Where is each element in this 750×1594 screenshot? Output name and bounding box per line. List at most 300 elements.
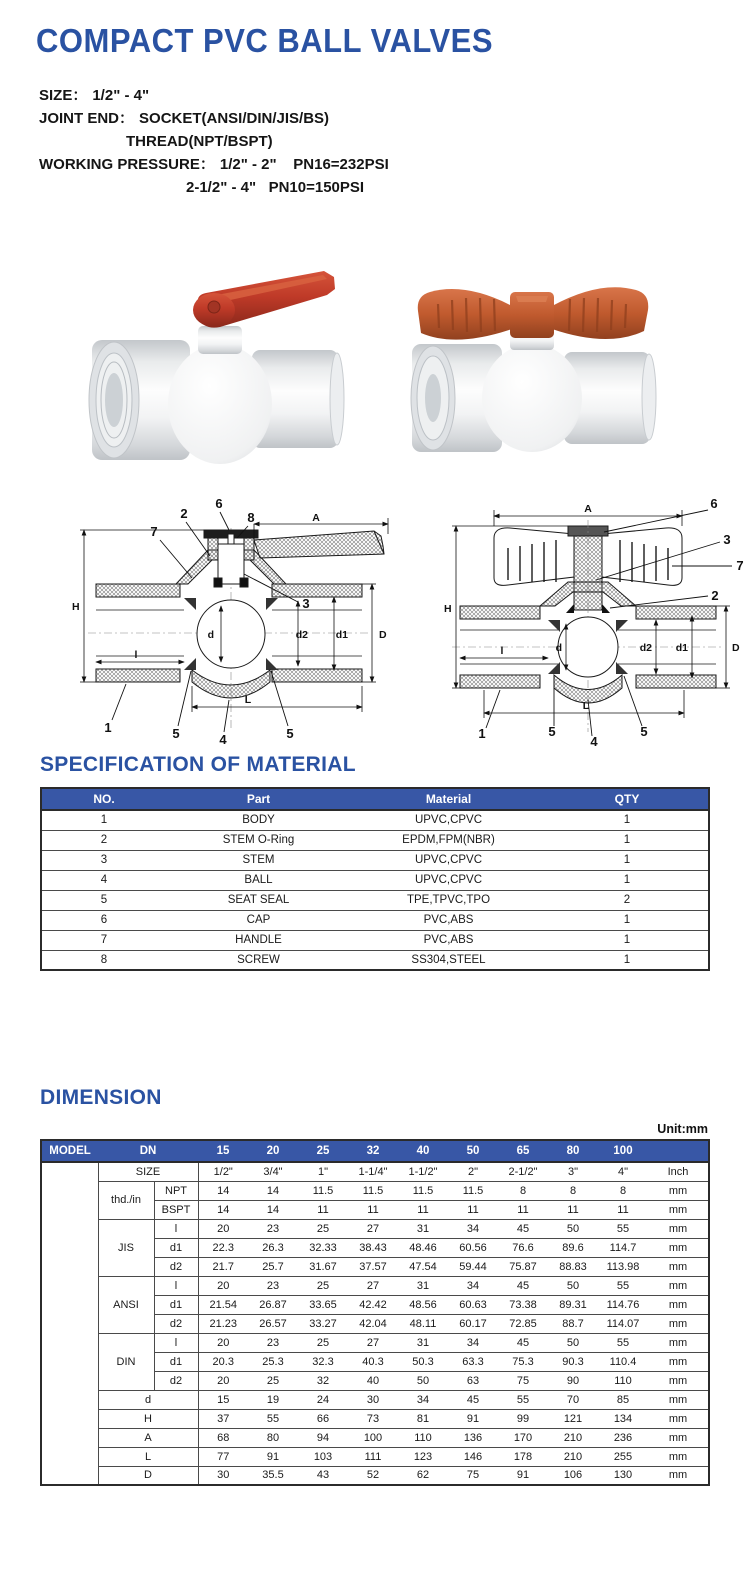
dim-value-cell: 1" bbox=[298, 1162, 348, 1181]
dim-col-header: 32 bbox=[348, 1140, 398, 1162]
dim-col-header: 25 bbox=[298, 1140, 348, 1162]
dim-value-cell: 80 bbox=[248, 1428, 298, 1447]
callout-4: 4 bbox=[219, 732, 227, 747]
unit-cell: mm bbox=[648, 1466, 709, 1485]
spec-cell: SS304,STEEL bbox=[351, 950, 546, 970]
row-sublabel: d2 bbox=[154, 1257, 198, 1276]
dim-value-cell: 75 bbox=[498, 1371, 548, 1390]
row-group-label: ANSI bbox=[98, 1276, 154, 1333]
dim-col-header: 100 bbox=[598, 1140, 648, 1162]
dim-value-cell: 14 bbox=[248, 1200, 298, 1219]
dim-value-cell: 24 bbox=[298, 1390, 348, 1409]
dim-label-D: D bbox=[732, 642, 740, 654]
spec-cell: 1 bbox=[41, 810, 166, 830]
dim-value-cell: 210 bbox=[548, 1428, 598, 1447]
table-header-row bbox=[41, 1140, 709, 1162]
dim-value-cell: 8 bbox=[548, 1181, 598, 1200]
dim-value-cell: 178 bbox=[498, 1447, 548, 1466]
dim-value-cell: 50 bbox=[548, 1219, 598, 1238]
dim-value-cell: 70 bbox=[548, 1390, 598, 1409]
dim-label-d: d bbox=[207, 629, 214, 641]
section-heading-dimension: DIMENSION bbox=[40, 1086, 162, 1109]
dim-value-cell: 2-1/2" bbox=[498, 1162, 548, 1181]
callout-5b: 5 bbox=[286, 726, 294, 741]
unit-cell: mm bbox=[648, 1409, 709, 1428]
dim-label-d2: d2 bbox=[639, 642, 652, 654]
spec-value: THREAD(NPT/BSPT) bbox=[126, 133, 273, 150]
spec-cell: 8 bbox=[41, 950, 166, 970]
spec-cell: 7 bbox=[41, 930, 166, 950]
product-specs-text bbox=[39, 84, 389, 199]
dim-value-cell: 60.17 bbox=[448, 1314, 498, 1333]
model-cell bbox=[41, 1162, 98, 1485]
dim-value-cell: 11 bbox=[498, 1200, 548, 1219]
dim-value-cell: 75.87 bbox=[498, 1257, 548, 1276]
spec-col-header: Material bbox=[351, 788, 546, 810]
table-row bbox=[41, 890, 709, 910]
spec-cell: STEM O-Ring bbox=[166, 830, 351, 850]
dim-value-cell: 40.3 bbox=[348, 1352, 398, 1371]
dim-value-cell: 88.83 bbox=[548, 1257, 598, 1276]
spec-label: WORKING PRESSURE： bbox=[39, 156, 215, 173]
unit-cell: mm bbox=[648, 1352, 709, 1371]
spec-cell: CAP bbox=[166, 910, 351, 930]
dim-value-cell: 27 bbox=[348, 1333, 398, 1352]
dim-value-cell: 34 bbox=[398, 1390, 448, 1409]
unit-cell: mm bbox=[648, 1238, 709, 1257]
spec-cell: UPVC,CPVC bbox=[351, 870, 546, 890]
dim-value-cell: 37.57 bbox=[348, 1257, 398, 1276]
dim-value-cell: 123 bbox=[398, 1447, 448, 1466]
spec-cell: 1 bbox=[546, 910, 709, 930]
spec-cell: BALL bbox=[166, 870, 351, 890]
spec-label: SIZE： bbox=[39, 87, 88, 104]
table-row bbox=[41, 1447, 709, 1466]
dim-value-cell: 114.76 bbox=[598, 1295, 648, 1314]
dim-value-cell: 55 bbox=[598, 1219, 648, 1238]
lever-valve-drawing bbox=[58, 494, 400, 748]
dim-value-cell: 26.3 bbox=[248, 1238, 298, 1257]
dim-value-cell: 170 bbox=[498, 1428, 548, 1447]
callout-7: 7 bbox=[736, 558, 744, 573]
dim-value-cell: 21.23 bbox=[198, 1314, 248, 1333]
spec-col-header: NO. bbox=[41, 788, 166, 810]
dim-value-cell: 37 bbox=[198, 1409, 248, 1428]
spec-col-header: QTY bbox=[546, 788, 709, 810]
dim-value-cell: 75 bbox=[448, 1466, 498, 1485]
dim-value-cell: 20 bbox=[198, 1371, 248, 1390]
spec-cell: UPVC,CPVC bbox=[351, 850, 546, 870]
dim-value-cell: 45 bbox=[498, 1276, 548, 1295]
spec-value: 2-1/2" - 4" PN10=150PSI bbox=[186, 179, 365, 196]
dim-value-cell: 30 bbox=[198, 1466, 248, 1485]
dim-value-cell: 25.3 bbox=[248, 1352, 298, 1371]
dim-value-cell: 110.4 bbox=[598, 1352, 648, 1371]
spec-cell: 1 bbox=[546, 930, 709, 950]
dim-value-cell: 91 bbox=[498, 1466, 548, 1485]
specification-table bbox=[40, 787, 710, 971]
dim-value-cell: 75.3 bbox=[498, 1352, 548, 1371]
dim-value-cell: 1-1/2" bbox=[398, 1162, 448, 1181]
table-row bbox=[41, 1409, 709, 1428]
spec-value: SOCKET(ANSI/DIN/JIS/BS) bbox=[139, 110, 330, 127]
dim-value-cell: 3/4" bbox=[248, 1162, 298, 1181]
spec-cell: 2 bbox=[41, 830, 166, 850]
table-header-row bbox=[41, 788, 709, 810]
dim-label-d1: d1 bbox=[675, 642, 688, 654]
spec-cell: 4 bbox=[41, 870, 166, 890]
dim-value-cell: 55 bbox=[248, 1409, 298, 1428]
spec-cell: 1 bbox=[546, 810, 709, 830]
dim-value-cell: 22.3 bbox=[198, 1238, 248, 1257]
dim-value-cell: 103 bbox=[298, 1447, 348, 1466]
dim-label-d: d bbox=[555, 642, 562, 654]
spec-cell: 1 bbox=[546, 870, 709, 890]
dim-value-cell: 114.7 bbox=[598, 1238, 648, 1257]
dim-value-cell: 31 bbox=[398, 1333, 448, 1352]
dim-value-cell: 11 bbox=[298, 1200, 348, 1219]
dim-value-cell: 63 bbox=[448, 1371, 498, 1390]
dim-value-cell: 3" bbox=[548, 1162, 598, 1181]
dim-value-cell: 11.5 bbox=[348, 1181, 398, 1200]
dim-value-cell: 4" bbox=[598, 1162, 648, 1181]
dim-value-cell: 136 bbox=[448, 1428, 498, 1447]
row-group-label: JIS bbox=[98, 1219, 154, 1276]
dim-value-cell: 25 bbox=[298, 1219, 348, 1238]
dim-value-cell: 121 bbox=[548, 1409, 598, 1428]
dim-value-cell: 48.11 bbox=[398, 1314, 448, 1333]
dim-value-cell: 111 bbox=[348, 1447, 398, 1466]
callout-6: 6 bbox=[215, 496, 223, 511]
dim-label-L: L bbox=[244, 694, 252, 706]
dim-value-cell: 77 bbox=[198, 1447, 248, 1466]
spec-line-thread bbox=[39, 130, 389, 153]
dim-value-cell: 106 bbox=[548, 1466, 598, 1485]
unit-cell: mm bbox=[648, 1219, 709, 1238]
dim-label-H: H bbox=[72, 601, 80, 613]
row-label: SIZE bbox=[98, 1162, 198, 1181]
row-label: D bbox=[98, 1466, 198, 1485]
dim-value-cell: 20 bbox=[198, 1276, 248, 1295]
dim-value-cell: 31.67 bbox=[298, 1257, 348, 1276]
dim-value-cell: 30 bbox=[348, 1390, 398, 1409]
dim-value-cell: 26.87 bbox=[248, 1295, 298, 1314]
dim-value-cell: 2" bbox=[448, 1162, 498, 1181]
butterfly-valve-image bbox=[408, 266, 660, 474]
dim-value-cell: 110 bbox=[598, 1371, 648, 1390]
spec-cell: 3 bbox=[41, 850, 166, 870]
dim-value-cell: 11 bbox=[598, 1200, 648, 1219]
dim-value-cell: 43 bbox=[298, 1466, 348, 1485]
callout-2: 2 bbox=[711, 588, 719, 603]
dim-col-header bbox=[648, 1140, 709, 1162]
dim-label-L: L bbox=[582, 700, 590, 712]
table-row bbox=[41, 930, 709, 950]
callout-1: 1 bbox=[104, 720, 112, 735]
dim-value-cell: 99 bbox=[498, 1409, 548, 1428]
dim-value-cell: 23 bbox=[248, 1333, 298, 1352]
table-row bbox=[41, 1466, 709, 1485]
dim-label-A: A bbox=[312, 512, 320, 524]
butterfly-valve-drawing bbox=[424, 492, 750, 750]
spec-cell: EPDM,FPM(NBR) bbox=[351, 830, 546, 850]
dim-value-cell: 33.27 bbox=[298, 1314, 348, 1333]
spec-cell: 5 bbox=[41, 890, 166, 910]
dim-value-cell: 1-1/4" bbox=[348, 1162, 398, 1181]
dim-value-cell: 94 bbox=[298, 1428, 348, 1447]
unit-cell: mm bbox=[648, 1200, 709, 1219]
dim-value-cell: 52 bbox=[348, 1466, 398, 1485]
dim-value-cell: 25 bbox=[248, 1371, 298, 1390]
callout-2: 2 bbox=[180, 506, 188, 521]
dim-label-l: l bbox=[500, 645, 504, 657]
callout-7: 7 bbox=[150, 524, 158, 539]
dim-value-cell: 11.5 bbox=[448, 1181, 498, 1200]
dim-value-cell: 66 bbox=[298, 1409, 348, 1428]
dim-value-cell: 50 bbox=[548, 1276, 598, 1295]
dim-value-cell: 25.7 bbox=[248, 1257, 298, 1276]
dim-value-cell: 146 bbox=[448, 1447, 498, 1466]
dim-value-cell: 19 bbox=[248, 1390, 298, 1409]
callout-3: 3 bbox=[723, 532, 731, 547]
dim-value-cell: 15 bbox=[198, 1390, 248, 1409]
dim-value-cell: 48.46 bbox=[398, 1238, 448, 1257]
spec-cell: 6 bbox=[41, 910, 166, 930]
dim-value-cell: 34 bbox=[448, 1276, 498, 1295]
dim-value-cell: 210 bbox=[548, 1447, 598, 1466]
dimension-table-head bbox=[41, 1140, 709, 1162]
dim-value-cell: 11 bbox=[398, 1200, 448, 1219]
dim-value-cell: 14 bbox=[198, 1200, 248, 1219]
spec-col-header: Part bbox=[166, 788, 351, 810]
dim-value-cell: 90.3 bbox=[548, 1352, 598, 1371]
dim-label-d1: d1 bbox=[335, 629, 348, 641]
dim-label-d2: d2 bbox=[295, 629, 308, 641]
spec-line-size bbox=[39, 84, 389, 107]
row-sublabel: BSPT bbox=[154, 1200, 198, 1219]
dim-value-cell: 76.6 bbox=[498, 1238, 548, 1257]
spec-cell: SEAT SEAL bbox=[166, 890, 351, 910]
dim-value-cell: 33.65 bbox=[298, 1295, 348, 1314]
dim-value-cell: 35.5 bbox=[248, 1466, 298, 1485]
dim-value-cell: 100 bbox=[348, 1428, 398, 1447]
dim-value-cell: 85 bbox=[598, 1390, 648, 1409]
unit-cell: mm bbox=[648, 1181, 709, 1200]
dim-value-cell: 42.42 bbox=[348, 1295, 398, 1314]
table-row bbox=[41, 1162, 709, 1181]
dim-col-header: 15 bbox=[198, 1140, 248, 1162]
row-label: d bbox=[98, 1390, 198, 1409]
spec-cell: UPVC,CPVC bbox=[351, 810, 546, 830]
row-label: A bbox=[98, 1428, 198, 1447]
callout-5a: 5 bbox=[172, 726, 180, 741]
dim-value-cell: 60.56 bbox=[448, 1238, 498, 1257]
row-sublabel: d1 bbox=[154, 1295, 198, 1314]
dim-value-cell: 14 bbox=[248, 1181, 298, 1200]
dim-value-cell: 91 bbox=[248, 1447, 298, 1466]
dim-value-cell: 14 bbox=[198, 1181, 248, 1200]
dim-value-cell: 25 bbox=[298, 1276, 348, 1295]
section-heading-specification: SPECIFICATION OF MATERIAL bbox=[40, 753, 356, 776]
dim-value-cell: 236 bbox=[598, 1428, 648, 1447]
unit-cell: mm bbox=[648, 1314, 709, 1333]
unit-cell: mm bbox=[648, 1276, 709, 1295]
dim-value-cell: 11 bbox=[448, 1200, 498, 1219]
spec-line-pressure-1 bbox=[39, 153, 389, 176]
dim-value-cell: 11 bbox=[548, 1200, 598, 1219]
spec-cell: 1 bbox=[546, 830, 709, 850]
table-row bbox=[41, 830, 709, 850]
dim-value-cell: 25 bbox=[298, 1333, 348, 1352]
row-label: H bbox=[98, 1409, 198, 1428]
dim-value-cell: 20 bbox=[198, 1219, 248, 1238]
row-sublabel: d2 bbox=[154, 1371, 198, 1390]
dim-value-cell: 11.5 bbox=[398, 1181, 448, 1200]
specification-table-body bbox=[41, 810, 709, 970]
dim-value-cell: 21.54 bbox=[198, 1295, 248, 1314]
dim-label-D: D bbox=[379, 629, 387, 641]
row-group-label: thd./in bbox=[98, 1181, 154, 1219]
spec-value: 1/2" - 4" bbox=[92, 87, 150, 104]
dim-value-cell: 20.3 bbox=[198, 1352, 248, 1371]
dim-value-cell: 73 bbox=[348, 1409, 398, 1428]
dim-value-cell: 59.44 bbox=[448, 1257, 498, 1276]
table-row bbox=[41, 1219, 709, 1238]
dim-value-cell: 91 bbox=[448, 1409, 498, 1428]
dim-value-cell: 45 bbox=[498, 1219, 548, 1238]
callout-1: 1 bbox=[478, 726, 486, 741]
unit-cell: mm bbox=[648, 1257, 709, 1276]
dim-col-header: DN bbox=[98, 1140, 198, 1162]
table-row bbox=[41, 1276, 709, 1295]
dim-value-cell: 48.56 bbox=[398, 1295, 448, 1314]
spec-cell: BODY bbox=[166, 810, 351, 830]
dim-value-cell: 27 bbox=[348, 1276, 398, 1295]
dim-value-cell: 23 bbox=[248, 1219, 298, 1238]
dim-value-cell: 89.31 bbox=[548, 1295, 598, 1314]
dim-value-cell: 55 bbox=[498, 1390, 548, 1409]
table-row bbox=[41, 910, 709, 930]
callout-3: 3 bbox=[302, 596, 310, 611]
unit-note: Unit:mm bbox=[657, 1122, 708, 1136]
dim-value-cell: 45 bbox=[498, 1333, 548, 1352]
dim-value-cell: 40 bbox=[348, 1371, 398, 1390]
dim-value-cell: 8 bbox=[598, 1181, 648, 1200]
spec-value: 1/2" - 2" PN16=232PSI bbox=[219, 156, 389, 173]
row-sublabel: l bbox=[154, 1276, 198, 1295]
specification-table-head bbox=[41, 788, 709, 810]
table-row bbox=[41, 1181, 709, 1200]
spec-cell: 2 bbox=[546, 890, 709, 910]
dim-value-cell: 72.85 bbox=[498, 1314, 548, 1333]
spec-cell: STEM bbox=[166, 850, 351, 870]
dim-value-cell: 20 bbox=[198, 1333, 248, 1352]
dim-value-cell: 60.63 bbox=[448, 1295, 498, 1314]
table-row bbox=[41, 950, 709, 970]
dim-value-cell: 32.33 bbox=[298, 1238, 348, 1257]
dim-value-cell: 90 bbox=[548, 1371, 598, 1390]
callout-5a: 5 bbox=[548, 724, 556, 739]
dim-value-cell: 114.07 bbox=[598, 1314, 648, 1333]
dim-col-header: 20 bbox=[248, 1140, 298, 1162]
unit-cell: mm bbox=[648, 1371, 709, 1390]
callout-8: 8 bbox=[247, 510, 255, 525]
dim-col-header: 65 bbox=[498, 1140, 548, 1162]
dim-value-cell: 50 bbox=[548, 1333, 598, 1352]
row-sublabel: l bbox=[154, 1333, 198, 1352]
product-photo-butterfly-valve bbox=[408, 266, 660, 479]
dim-label-A: A bbox=[584, 503, 592, 515]
spec-cell: HANDLE bbox=[166, 930, 351, 950]
table-row bbox=[41, 810, 709, 830]
dim-value-cell: 134 bbox=[598, 1409, 648, 1428]
unit-cell: mm bbox=[648, 1428, 709, 1447]
callout-6: 6 bbox=[710, 496, 718, 511]
dim-col-header: 40 bbox=[398, 1140, 448, 1162]
dim-value-cell: 38.43 bbox=[348, 1238, 398, 1257]
dimension-table bbox=[40, 1139, 710, 1486]
unit-cell: mm bbox=[648, 1295, 709, 1314]
dim-value-cell: 32.3 bbox=[298, 1352, 348, 1371]
dim-value-cell: 34 bbox=[448, 1333, 498, 1352]
dim-value-cell: 32 bbox=[298, 1371, 348, 1390]
page-title: COMPACT PVC BALL VALVES bbox=[36, 22, 494, 60]
dim-value-cell: 21.7 bbox=[198, 1257, 248, 1276]
row-sublabel: d2 bbox=[154, 1314, 198, 1333]
diagram-lever-valve-section bbox=[58, 494, 400, 753]
spec-cell: 1 bbox=[546, 950, 709, 970]
dim-value-cell: 113.98 bbox=[598, 1257, 648, 1276]
dim-value-cell: 50 bbox=[398, 1371, 448, 1390]
spec-cell: SCREW bbox=[166, 950, 351, 970]
dimension-table-body bbox=[41, 1162, 709, 1485]
spec-label: JOINT END： bbox=[39, 110, 135, 127]
dim-value-cell: 68 bbox=[198, 1428, 248, 1447]
dim-value-cell: 11 bbox=[348, 1200, 398, 1219]
row-sublabel: l bbox=[154, 1219, 198, 1238]
dim-value-cell: 63.3 bbox=[448, 1352, 498, 1371]
row-label: L bbox=[98, 1447, 198, 1466]
dim-col-header: MODEL bbox=[41, 1140, 98, 1162]
lever-valve-image bbox=[84, 252, 352, 490]
product-photo-lever-valve bbox=[84, 252, 352, 495]
dim-value-cell: 55 bbox=[598, 1333, 648, 1352]
row-sublabel: NPT bbox=[154, 1181, 198, 1200]
dim-col-header: 50 bbox=[448, 1140, 498, 1162]
spec-cell: PVC,ABS bbox=[351, 930, 546, 950]
dim-value-cell: 55 bbox=[598, 1276, 648, 1295]
dim-value-cell: 31 bbox=[398, 1276, 448, 1295]
dim-col-header: 80 bbox=[548, 1140, 598, 1162]
dim-value-cell: 8 bbox=[498, 1181, 548, 1200]
spec-line-joint-end bbox=[39, 107, 389, 130]
dim-value-cell: 11.5 bbox=[298, 1181, 348, 1200]
dim-value-cell: 23 bbox=[248, 1276, 298, 1295]
callout-5b: 5 bbox=[640, 724, 648, 739]
row-group-label: DIN bbox=[98, 1333, 154, 1390]
spec-cell: TPE,TPVC,TPO bbox=[351, 890, 546, 910]
callout-4: 4 bbox=[590, 734, 598, 749]
dim-value-cell: 42.04 bbox=[348, 1314, 398, 1333]
dim-value-cell: 31 bbox=[398, 1219, 448, 1238]
unit-cell: Inch bbox=[648, 1162, 709, 1181]
dim-value-cell: 89.6 bbox=[548, 1238, 598, 1257]
row-sublabel: d1 bbox=[154, 1352, 198, 1371]
dim-label-H: H bbox=[444, 603, 452, 615]
dim-value-cell: 255 bbox=[598, 1447, 648, 1466]
unit-cell: mm bbox=[648, 1447, 709, 1466]
unit-cell: mm bbox=[648, 1390, 709, 1409]
